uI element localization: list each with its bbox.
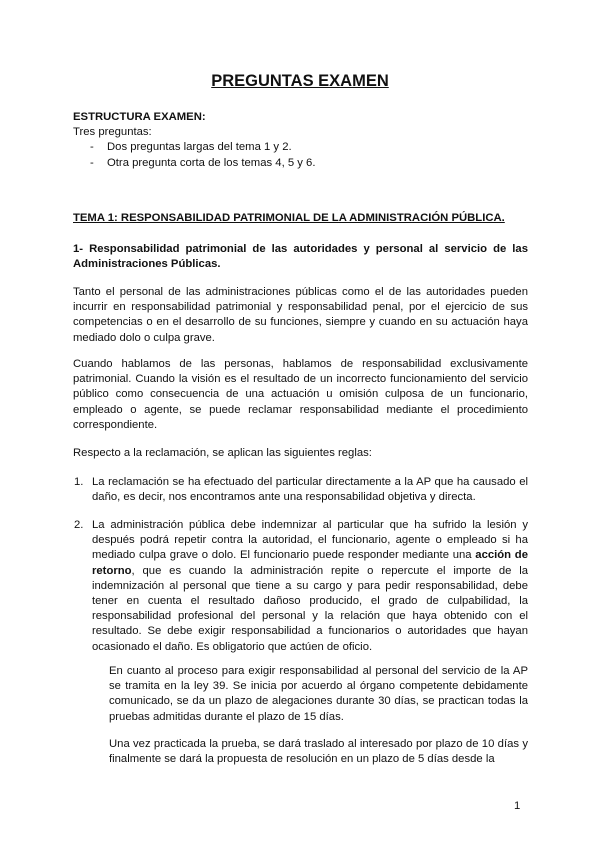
page-number: 1 [514, 800, 521, 812]
structure-intro: Tres preguntas: [73, 126, 152, 139]
indented-paragraph: En cuanto al proceso para exigir responsabilidad al personal del servicio de la AP se tramita en la ley 39. Se inicia por acuerdo al órgano competente debidamente comunicado, se da un plazo de alegaciones durante 30 días, se practican todas la pruebas admitidas durante el plazo de 15 días. [109, 665, 528, 723]
paragraph: Tanto el personal de las administraciones públicas como el de las autoridades pueden incurrir en responsabilidad patrimonial y responsabilidad penal, por el ejercicio de sus competencias o en el desarrollo de su funciones, siempre y cuando en su actuación haya mediado dolo o culpa grave. [73, 286, 528, 344]
structure-heading: ESTRUCTURA EXAMEN: [73, 111, 206, 123]
rule-text: , que es cuando la administración repite o repercute el importe de la indemnización al personal que tiene a su cargo y para pedir responsabilidad, debe tener en cuenta el resultado dañoso producido, el grado de culpabilidad, la responsabilidad profesional del personal y la relación que haya obtenido con el resultado. Se debe exigir responsabilidad a funcionarios o autoridades que hayan ocasionado el daño. Es obligatorio que actúen de oficio. [92, 564, 528, 653]
rule-item [74, 475, 528, 505]
page-title: PREGUNTAS EXAMEN [211, 72, 389, 90]
rule-text-bold: acción de retorno [92, 549, 528, 577]
paragraph: Cuando hablamos de las personas, hablamos de responsabilidad exclusivamente patrimonial. Cuando la visión es el resultado de un incorrecto funcionamiento del servicio público como consecuencia de una actuación u omisión culposa de un funcionario, empleado o agente, se puede reclamar responsabilidad mediante el procedimiento correspondiente. [73, 358, 528, 431]
rule-number: 1. [74, 476, 84, 488]
rule-number: 2. [74, 519, 84, 531]
paragraph: Respecto a la reclamación, se aplican las siguientes reglas: [73, 447, 372, 459]
tema1-heading: TEMA 1: RESPONSABILIDAD PATRIMONIAL DE LA ADMINISTRACIÓN PÚBLICA. [73, 212, 505, 224]
structure-item-text: Otra pregunta corta de los temas 4, 5 y 6. [107, 156, 316, 169]
exam-structure [73, 110, 528, 171]
rule-text: La reclamación se ha efectuado del particular directamente a la AP que ha causado el daño, es decir, nos encontramos ante una responsabilidad objetiva y directa. [92, 476, 528, 504]
rule-item [74, 518, 528, 655]
section1-heading: 1- Responsabilidad patrimonial de las autoridades y personal al servicio de las Administraciones Públicas. [73, 243, 528, 271]
structure-item [73, 140, 528, 155]
rule-text: La administración pública debe indemnizar al particular que ha sufrido la lesión y después podrá repetir contra la autoridad, el funcionario, agente o empleado si ha mediado culpa grave o dolo. El funcionario puede responder mediante una [92, 519, 528, 562]
indented-paragraph: Una vez practicada la prueba, se dará traslado al interesado por plazo de 10 días y finalmente se dará la propuesta de resolución en un plazo de 5 días desde la [109, 738, 528, 766]
dash-bullet: - [90, 141, 94, 154]
structure-item [73, 156, 528, 171]
structure-item-text: Dos preguntas largas del tema 1 y 2. [107, 141, 292, 154]
dash-bullet: - [90, 156, 94, 169]
